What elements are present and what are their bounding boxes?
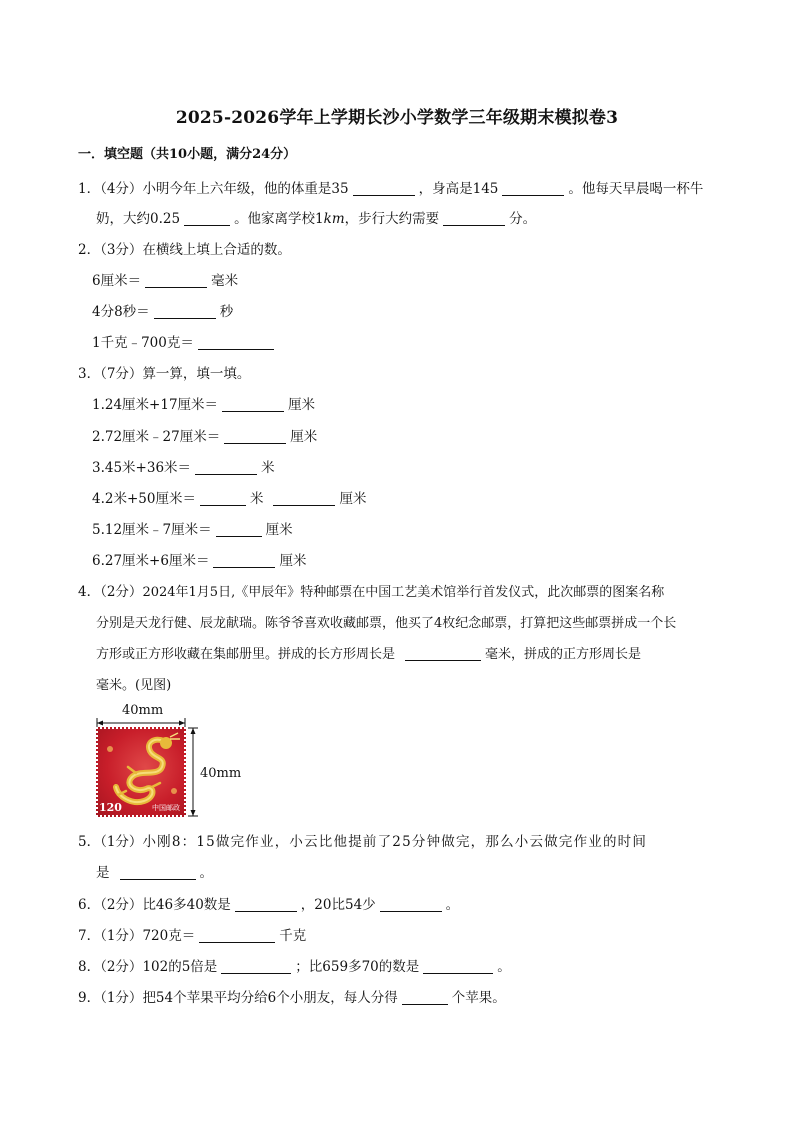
- question-4-line-2: [96, 612, 676, 631]
- unit-text: km: [323, 211, 345, 227]
- unit-text: 厘米: [288, 397, 316, 413]
- question-text: 。他家离学校1: [234, 211, 324, 227]
- question-3-row-2: [92, 425, 317, 445]
- answer-blank[interactable]: [222, 397, 284, 412]
- question-text: 。: [199, 865, 213, 881]
- question-3-row-1: [92, 393, 315, 413]
- question-text: 毫米，拼成的正方形周长是: [485, 647, 642, 662]
- question-text: 小刚8：15做完作业，小云比他提前了25分钟做完，那么小云做完作业的时间: [142, 834, 648, 850]
- question-7-line-1: [78, 924, 306, 944]
- question-text: 。: [497, 959, 511, 975]
- question-text: 。他每天早晨喝一杯牛: [568, 181, 704, 197]
- answer-blank[interactable]: [154, 304, 216, 319]
- question-number: 5．: [78, 834, 101, 850]
- answer-blank[interactable]: [423, 959, 493, 974]
- answer-blank[interactable]: [120, 865, 196, 880]
- question-3-row-3: [92, 456, 275, 476]
- question-2-row-3: [92, 331, 278, 351]
- question-text: 分。: [509, 211, 537, 227]
- question-text: 720克＝: [142, 928, 196, 944]
- unit-text: 厘米: [279, 553, 307, 569]
- height-dimension-arrow: [188, 727, 198, 817]
- question-3-line-1: [78, 362, 250, 382]
- question-text: 2024年1月5日,《甲辰年》特种邮票在中国工艺美术馆举行首发仪式，此次邮票的图案名称: [142, 585, 665, 600]
- answer-blank[interactable]: [273, 491, 335, 506]
- dragon-stamp-image: [96, 727, 186, 817]
- question-text: 6.27厘米+6厘米＝: [92, 553, 210, 569]
- question-text: 算一算，填一填。: [142, 366, 251, 382]
- question-number: 3．: [78, 366, 101, 382]
- question-score: （1分）: [100, 834, 143, 850]
- unit-text: 秒: [219, 304, 234, 320]
- question-text: 102的5倍是: [142, 959, 218, 975]
- question-text: 是: [96, 865, 110, 881]
- question-text: 1千克﹣700克＝: [92, 335, 194, 351]
- stamp-figure: [96, 703, 256, 818]
- answer-blank[interactable]: [235, 897, 297, 912]
- question-1-line-1: [78, 177, 703, 197]
- question-text: 小明今年上六年级，他的体重是35: [142, 181, 349, 197]
- question-text: ，身高是145: [418, 181, 499, 197]
- question-2-row-1: [92, 269, 238, 289]
- question-score: （3分）: [100, 242, 143, 258]
- question-text: 3.45米+36米＝: [92, 460, 192, 476]
- question-text: 奶，大约0.25: [96, 211, 181, 227]
- question-text: 方形或正方形收藏在集邮册里。拼成的长方形周长是: [96, 647, 396, 662]
- question-3-row-4: [92, 487, 366, 507]
- answer-blank[interactable]: [184, 211, 230, 226]
- unit-text: 毫米: [211, 273, 239, 289]
- question-4-line-3: [96, 643, 641, 662]
- stamp-issuer: 中国邮政: [152, 804, 180, 812]
- question-text: 在横线上填上合适的数。: [142, 242, 291, 258]
- question-text: 分别是天龙行健、辰龙献瑞。陈爷爷喜欢收藏邮票，他买了4枚纪念邮票，打算把这些邮票拼成一个长: [96, 616, 677, 631]
- unit-text: 千克: [279, 928, 307, 944]
- unit-text: 厘米: [265, 522, 293, 538]
- question-number: 2．: [78, 242, 101, 258]
- answer-blank[interactable]: [213, 553, 275, 568]
- question-text: 。: [445, 897, 460, 913]
- question-9-line-1: [78, 986, 506, 1006]
- question-text: 把54个苹果平均分给6个小朋友，每人分得: [142, 990, 398, 1006]
- question-1-line-2: [96, 207, 536, 227]
- unit-text: 米: [261, 460, 275, 476]
- question-number: 8．: [78, 959, 101, 975]
- question-8-line-1: [78, 955, 511, 975]
- question-score: （2分）: [100, 897, 143, 913]
- question-score: （1分）: [100, 990, 143, 1006]
- question-4-line-4: [96, 674, 171, 693]
- question-score: （2分）: [100, 959, 143, 975]
- question-5-line-1: [78, 830, 647, 850]
- answer-blank[interactable]: [380, 897, 442, 912]
- question-number: 9．: [78, 990, 101, 1006]
- section-heading: 一．填空题（共10小题，满分24分）: [78, 147, 297, 162]
- question-number: 6．: [78, 897, 101, 913]
- question-text: 个苹果。: [451, 990, 506, 1006]
- question-text: ，步行大约需要: [344, 211, 440, 227]
- answer-blank[interactable]: [502, 181, 564, 196]
- answer-blank[interactable]: [145, 273, 207, 288]
- question-6-line-1: [78, 893, 459, 913]
- answer-blank[interactable]: [405, 646, 481, 661]
- unit-text: 厘米: [339, 491, 367, 507]
- width-dimension-label: 40mm: [122, 703, 164, 718]
- question-5-line-2: [96, 861, 213, 881]
- question-2-line-1: [78, 238, 291, 258]
- height-dimension-label: 40mm: [200, 766, 242, 781]
- answer-blank[interactable]: [224, 429, 286, 444]
- unit-text: 厘米: [290, 429, 318, 445]
- question-2-row-2: [92, 300, 233, 320]
- question-text: 2.72厘米﹣27厘米＝: [92, 429, 221, 445]
- answer-blank[interactable]: [199, 928, 275, 943]
- question-score: （4分）: [100, 181, 143, 197]
- question-text: 4分8秒＝: [92, 304, 150, 320]
- answer-blank[interactable]: [443, 211, 505, 226]
- question-score: （2分）: [100, 584, 143, 600]
- question-text: ，20比54少: [300, 897, 376, 913]
- question-number: 4．: [78, 584, 101, 600]
- stamp-perforation: [96, 727, 186, 817]
- question-3-row-6: [92, 549, 306, 569]
- answer-blank[interactable]: [216, 522, 262, 537]
- question-text: ；比659多70的数是: [295, 959, 420, 975]
- question-text: 毫米。(见图): [96, 678, 172, 693]
- question-text: 4.2米+50厘米＝: [92, 491, 196, 507]
- question-3-row-5: [92, 518, 293, 538]
- question-score: （1分）: [100, 928, 143, 944]
- answer-blank[interactable]: [195, 460, 257, 475]
- stamp-value: 120: [99, 801, 122, 814]
- answer-blank[interactable]: [198, 335, 274, 350]
- unit-text: 米: [249, 491, 264, 507]
- question-number: 7．: [78, 928, 101, 944]
- page-title: 2025-2026学年上学期长沙小学数学三年级期末模拟卷3: [175, 108, 619, 128]
- question-score: （7分）: [100, 366, 143, 382]
- question-text: 5.12厘米﹣7厘米＝: [92, 522, 212, 538]
- answer-blank[interactable]: [353, 181, 415, 196]
- answer-blank[interactable]: [402, 990, 448, 1005]
- question-number: 1．: [78, 181, 101, 197]
- question-text: 6厘米＝: [92, 273, 142, 289]
- question-4-line-1: [78, 580, 664, 600]
- answer-blank[interactable]: [200, 491, 246, 506]
- answer-blank[interactable]: [221, 959, 291, 974]
- question-text: 1.24厘米+17厘米＝: [92, 397, 219, 413]
- question-text: 比46多40数是: [142, 897, 231, 913]
